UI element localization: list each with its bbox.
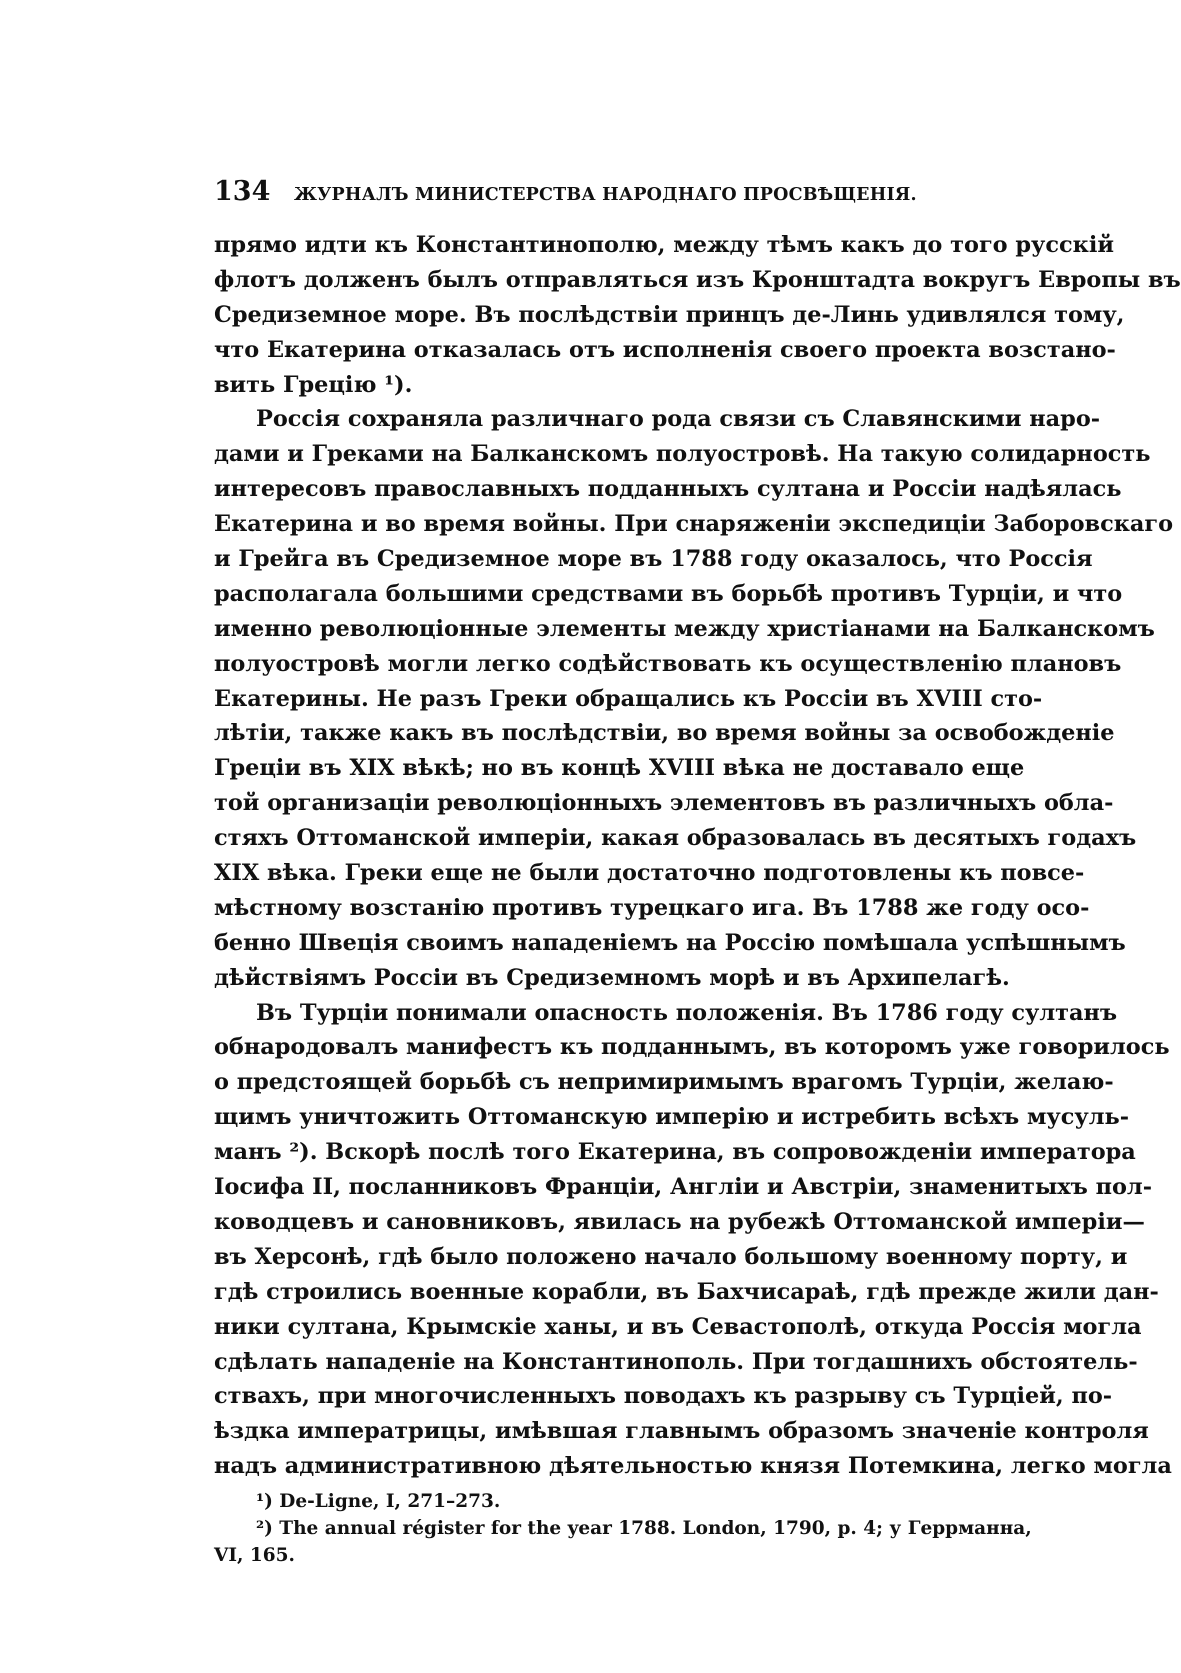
text-line: XIX вѣка. Греки еще не были достаточно подготовлены къ повсе- (214, 860, 1085, 887)
text-line: гдѣ строились военные корабли, въ Бахчисараѣ, гдѣ прежде жили дан- (214, 1278, 1159, 1305)
page-header (214, 176, 999, 216)
footnote-2-continuation: VI, 165. (214, 1545, 295, 1566)
text-line: мѣстному возстанію противъ турецкаго ига. Въ 1788 же году осо- (214, 894, 1090, 921)
text-line: той организаціи революціонныхъ элементовъ въ различныхъ обла- (214, 790, 1114, 817)
text-line: Средиземное море. Въ послѣдствіи принцъ де-Линь удивлялся тому, (214, 301, 1125, 328)
text-line: Греціи въ XIX вѣкѣ; но въ концѣ XVIII вѣка не доставало еще (214, 755, 1025, 782)
text-line: лѣтіи, также какъ въ послѣдствіи, во время войны за освобожденіе (214, 720, 1115, 747)
text-line: Россія сохраняла различнаго рода связи съ Славянскими наро- (256, 406, 1101, 433)
footnote-1: ¹) De-Ligne, I, 271–273. (256, 1491, 501, 1512)
text-line: дами и Греками на Балканскомъ полуостровѣ. На такую солидарность (214, 441, 1151, 468)
body-text (214, 228, 1181, 1484)
text-line: флотъ долженъ былъ отправляться изъ Кронштадта вокругъ Европы въ (214, 266, 1181, 293)
text-line: ководцевъ и сановниковъ, явилась на рубежѣ Оттоманской имперіи— (214, 1208, 1145, 1235)
text-line: стяхъ Оттоманской имперіи, какая образовалась въ десятыхъ годахъ (214, 825, 1137, 852)
text-line: обнародовалъ манифестъ къ подданнымъ, въ которомъ уже говорилось (214, 1034, 1170, 1061)
text-line: сдѣлать нападеніе на Константинополь. При тогдашнихъ обстоятель- (214, 1348, 1138, 1375)
footnotes (214, 1488, 1032, 1569)
text-line: Іосифа II, посланниковъ Франціи, Англіи и Австріи, знаменитыхъ пол- (214, 1174, 1153, 1201)
text-line: ствахъ, при многочисленныхъ поводахъ къ разрыву съ Турціей, по- (214, 1383, 1113, 1410)
text-line: о предстоящей борьбѣ съ непримиримымъ врагомъ Турціи, желаю- (214, 1069, 1114, 1096)
text-line: надъ административною дѣятельностью князя Потемкина, легко могла (214, 1453, 1172, 1480)
text-line: интересовъ православныхъ подданныхъ султана и Россіи надѣялась (214, 476, 1122, 503)
text-line: щимъ уничтожить Оттоманскую имперію и истребить всѣхъ мусуль- (214, 1104, 1129, 1131)
text-line: именно революціонные элементы между христіанами на Балканскомъ (214, 615, 1155, 642)
text-line: вить Грецію ¹). (214, 371, 413, 398)
running-title: ЖУРНАЛЪ МИНИСТЕРСТВА НАРОДНАГО ПРОСВѢЩЕНІЯ. (294, 185, 917, 205)
text-line: и Грейга въ Средиземное море въ 1788 году оказалось, что Россія (214, 546, 1093, 573)
footnote-2: ²) The annual régistеr for the year 1788. London, 1790, p. 4; у Геррманна, (256, 1518, 1032, 1539)
text-line: Въ Турціи понимали опасность положенія. Въ 1786 году султанъ (256, 999, 1118, 1026)
text-line: въ Херсонѣ, гдѣ было положено начало большому военному порту, и (214, 1243, 1128, 1270)
text-line: Екатерины. Не разъ Греки обращались къ Россіи въ XVIII сто- (214, 685, 1043, 712)
text-line: полуостровѣ могли легко содѣйствовать къ осуществленію плановъ (214, 650, 1122, 677)
text-line: ники султана, Крымскіе ханы, и въ Севастополѣ, откуда Россія могла (214, 1313, 1142, 1340)
text-line: располагала большими средствами въ борьбѣ противъ Турціи, и что (214, 580, 1123, 607)
text-line: что Екатерина отказалась отъ исполненія своего проекта возстано- (214, 336, 1116, 363)
text-line: ѣздка императрицы, имѣвшая главнымъ образомъ значеніе контроля (214, 1418, 1149, 1445)
page-number: 134 (214, 176, 271, 207)
text-line: бенно Швеція своимъ нападеніемъ на Россію помѣшала успѣшнымъ (214, 929, 1126, 956)
text-line: дѣйствіямъ Россіи въ Средиземномъ морѣ и въ Архипелагѣ. (214, 964, 1010, 991)
text-line: прямо идти къ Константинополю, между тѣмъ какъ до того русскій (214, 232, 1114, 258)
text-line: Екатерина и во время войны. При снаряженіи экспедиціи Заборовскаго (214, 511, 1174, 538)
text-line: манъ ²). Вскорѣ послѣ того Екатерина, въ сопровожденіи императора (214, 1139, 1136, 1166)
